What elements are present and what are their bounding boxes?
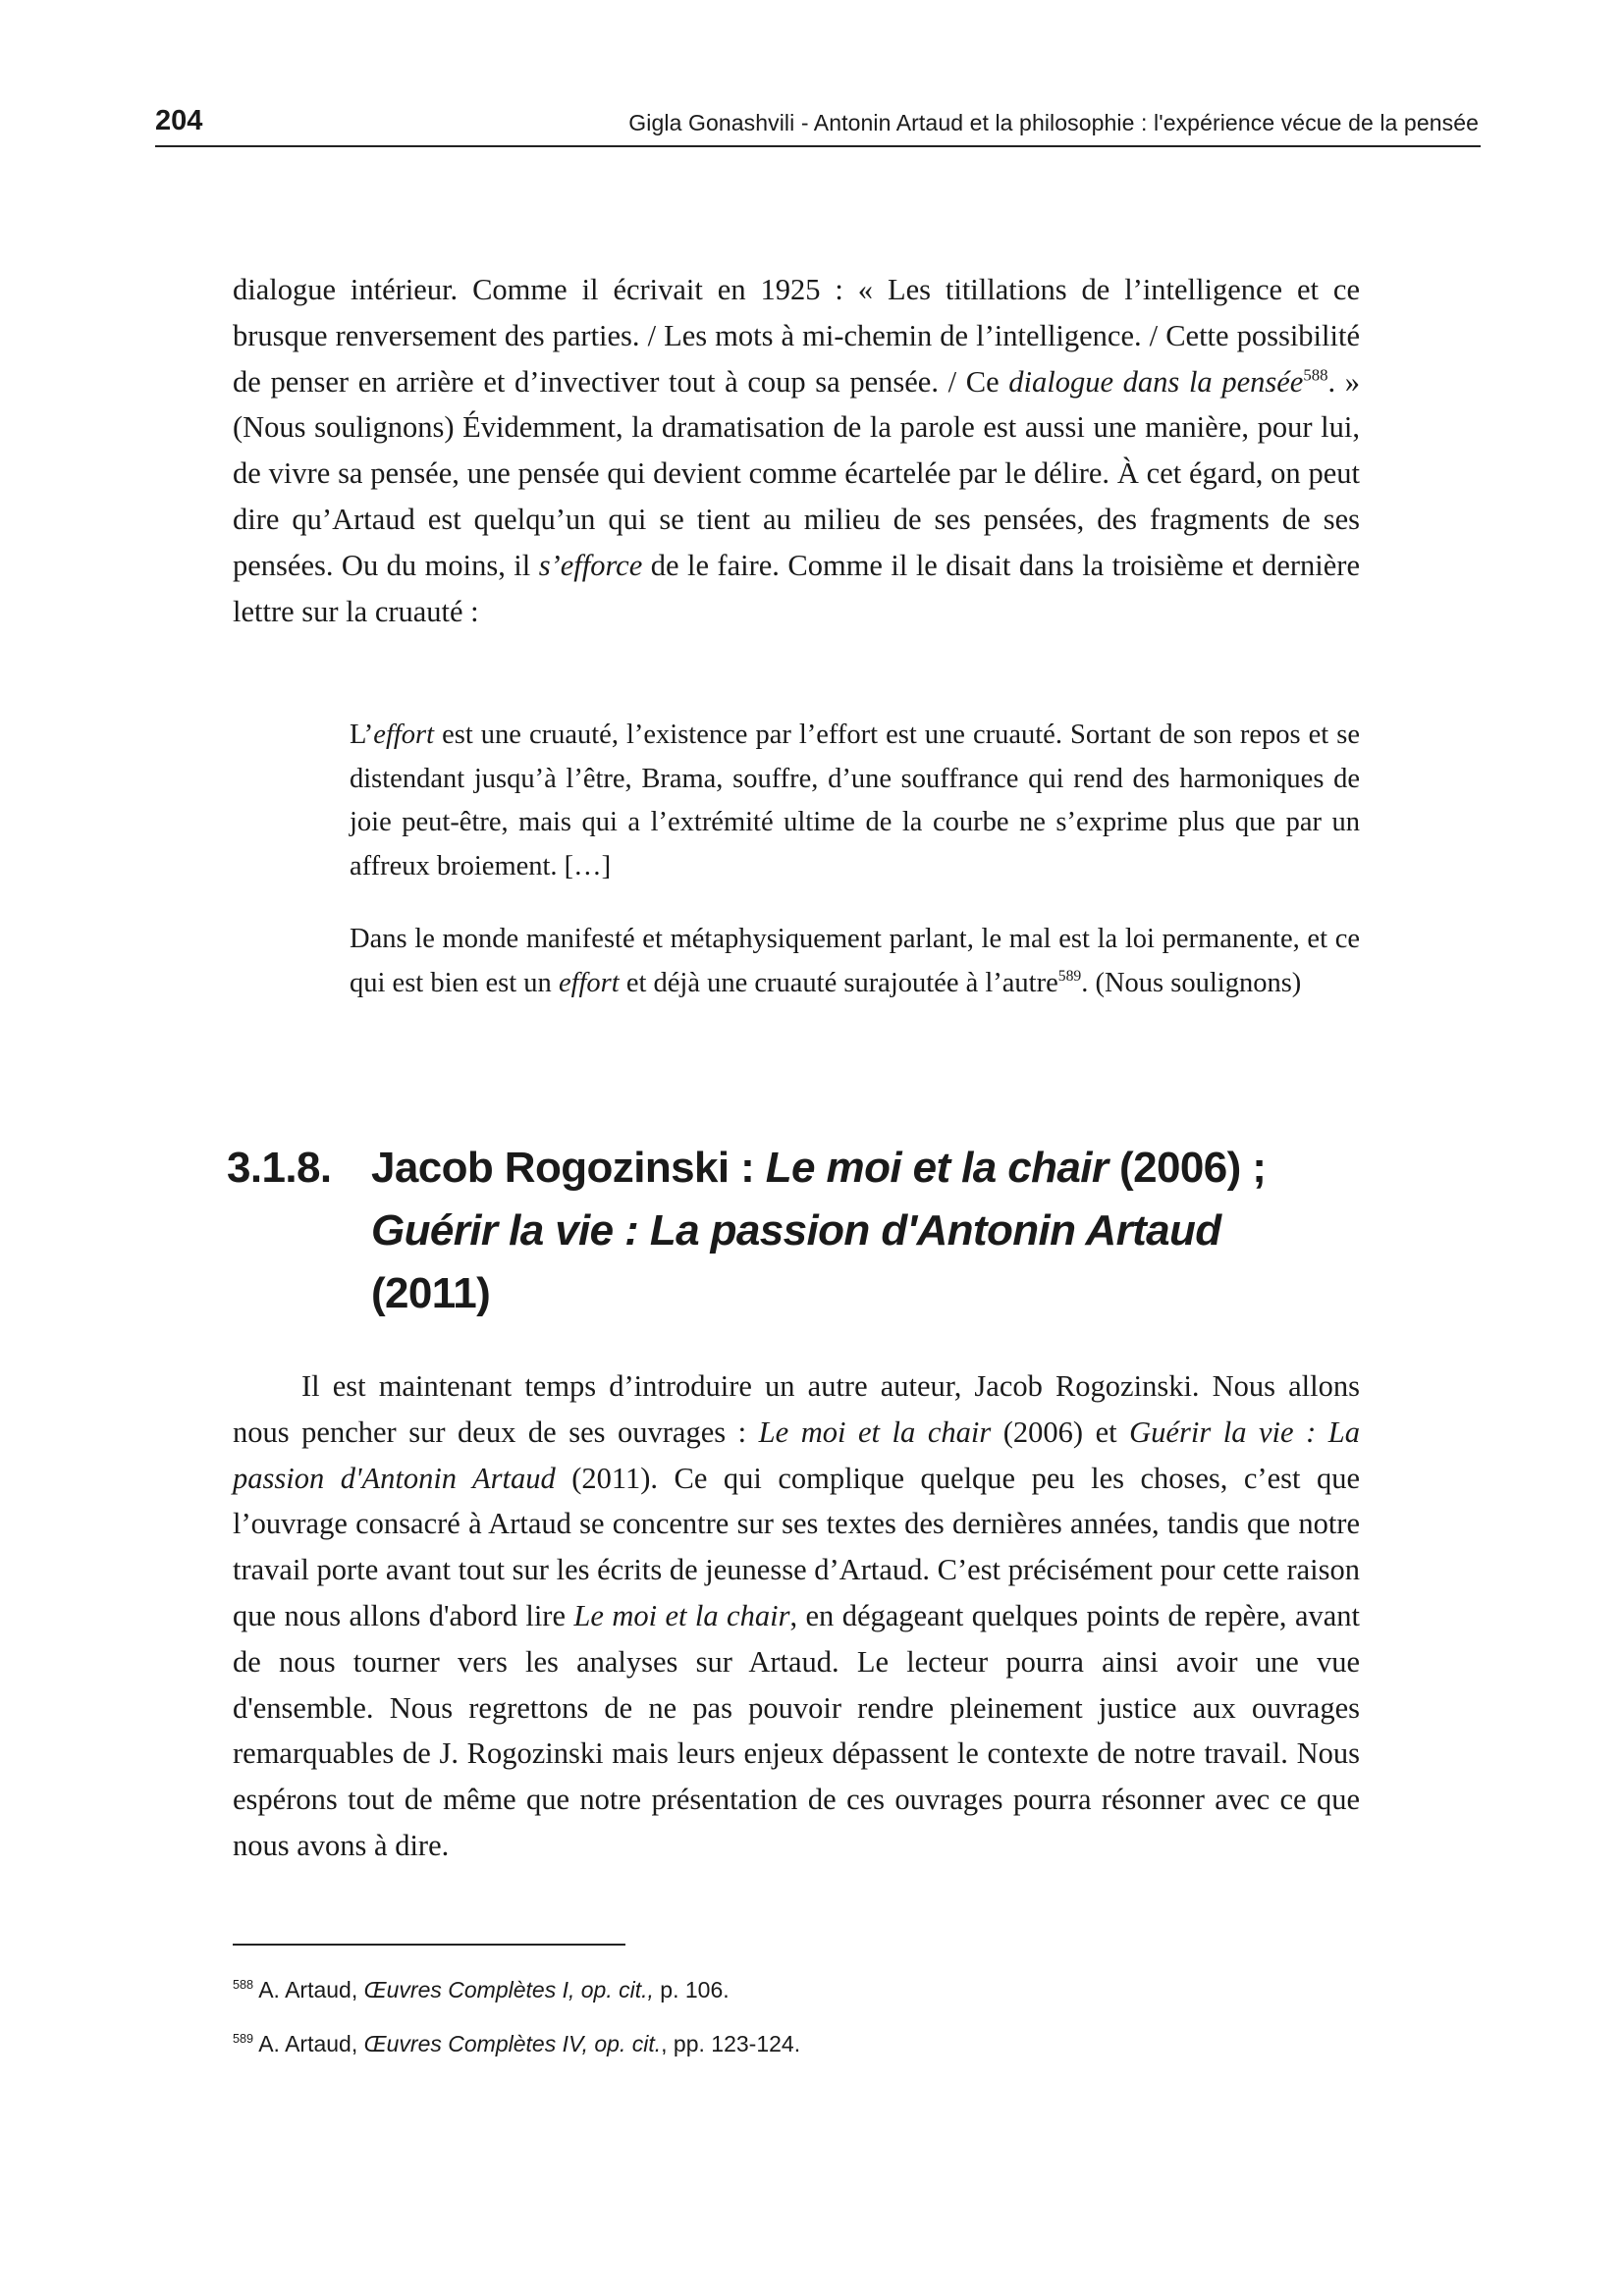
text-run: L’ xyxy=(350,720,374,750)
footnote-ref-588[interactable]: 588 xyxy=(1303,364,1328,384)
heading-text: (2011) xyxy=(371,1269,491,1317)
footnote-number: 589 xyxy=(233,2032,254,2047)
text-run: dialogue intérieur. Comme il écrivait en 1925 : « Les titillations de l’intelligence et ce brusque renversement des parties. / Les mots à mi-chemin de l’intelligence. / Cette possibilité de penser en arrière et d’invectiver tout à coup sa pensée. / Ce xyxy=(233,273,1360,399)
heading-line-3 xyxy=(227,1262,1266,1325)
heading-line-1 xyxy=(227,1137,1266,1200)
text-run: est une cruauté, l’existence par l’effort est une cruauté. Sortant de son repos et se distendant jusqu’à l’être, Brama, souffre, d’une souffrance qui rend des harmoniques de joie peut-être, mais qui a l’extrémité ultime de la courbe ne s’exprime plus que par un affreux broiement. […] xyxy=(350,720,1360,881)
page-number: 204 xyxy=(155,105,203,136)
paragraph-2 xyxy=(233,1363,1360,1869)
running-header xyxy=(155,96,1481,147)
text-run: de le faire. Comme il le disait dans la troisième et dernière lettre sur la cruauté : xyxy=(233,548,1360,628)
text-run: , pp. 123-124. xyxy=(661,2031,801,2056)
text-run: A. Artaud, xyxy=(253,2031,364,2056)
text-run: Il est maintenant temps d’introduire un autre auteur, Jacob Rogozinski. Nous allons nous pencher sur deux de ses ouvrages : xyxy=(233,1369,1360,1449)
footnote-589 xyxy=(233,2029,800,2058)
heading-line-2 xyxy=(227,1200,1266,1262)
heading-italic: Le moi et la chair xyxy=(765,1144,1109,1192)
text-run: . » (Nous soulignons) Évidemment, la dramatisation de la parole est aussi une manière, pour lui, de vivre sa pensée, une pensée qui devient comme écartelée par le délire. À cet égard, on peut dire qu’Artaud est quelqu’un qui se tient au milieu de ses pensées, des fragments de ses pensées. Ou du moins, il xyxy=(233,364,1361,582)
running-title: Gigla Gonashvili - Antonin Artaud et la philosophie : l'expérience vécue de la pensée xyxy=(628,110,1479,135)
italic-run: Le moi et la chair xyxy=(573,1598,790,1632)
italic-run: effort xyxy=(558,967,620,998)
block-quote-2 xyxy=(350,918,1360,1005)
italic-run: dialogue dans la pensée xyxy=(1008,364,1304,399)
text-run: et déjà une cruauté surajoutée à l’autre xyxy=(619,967,1058,998)
section-number: 3.1.8. xyxy=(227,1144,332,1192)
section-heading xyxy=(227,1137,1266,1325)
text-run: A. Artaud, xyxy=(253,1977,364,2002)
text-run: Dans le monde manifesté et métaphysiquement parlant, le mal est la loi permanente, et ce qui est bien est un xyxy=(350,924,1360,998)
text-run: (2011). Ce qui complique quelque peu les choses, c’est que l’ouvrage consacré à Artaud se concentre sur ses textes des dernières années, tandis que notre travail porte avant tout sur les écrits de jeunesse d’Artaud. C’est précisément pour cette raison que nous allons d'abord lire xyxy=(233,1461,1360,1632)
italic-run: Le moi et la chair xyxy=(758,1415,992,1449)
footnote-number: 588 xyxy=(233,1978,254,1993)
block-quote-1 xyxy=(350,714,1360,888)
italic-run: s’efforce xyxy=(538,548,643,582)
italic-run: Œuvres Complètes IV, op. cit. xyxy=(363,2031,662,2056)
paragraph-1 xyxy=(233,267,1360,634)
italic-run: Guérir la vie : La passion d'Antonin Artaud xyxy=(233,1415,1360,1495)
text-run: (2006) et xyxy=(991,1415,1130,1449)
heading-text: Jacob Rogozinski : xyxy=(371,1144,766,1192)
footnote-separator xyxy=(233,1944,625,1946)
text-run: , en dégageant quelques points de repère, avant de nous tourner vers les analyses sur Artaud. Le lecteur pourra ainsi avoir une vue d'ensemble. Nous regrettons de ne pas pouvoir rendre pleinement justice aux ouvrages remarquables de J. Rogozinski mais leurs enjeux dépassent le contexte de notre travail. Nous espérons tout de même que notre présentation de ces ouvrages pourra résonner avec ce que nous avons à dire. xyxy=(233,1598,1361,1862)
heading-text: (2006) ; xyxy=(1108,1144,1267,1192)
italic-run: effort xyxy=(373,720,435,750)
heading-italic: Guérir la vie : La passion d'Antonin Artaud xyxy=(371,1206,1221,1255)
text-run: p. 106. xyxy=(653,1977,730,2002)
italic-run: Œuvres Complètes I, op. cit., xyxy=(363,1977,654,2002)
text-run: . (Nous soulignons) xyxy=(1081,967,1302,998)
footnote-ref-589[interactable]: 589 xyxy=(1057,967,1082,985)
footnote-588 xyxy=(233,1975,730,2004)
